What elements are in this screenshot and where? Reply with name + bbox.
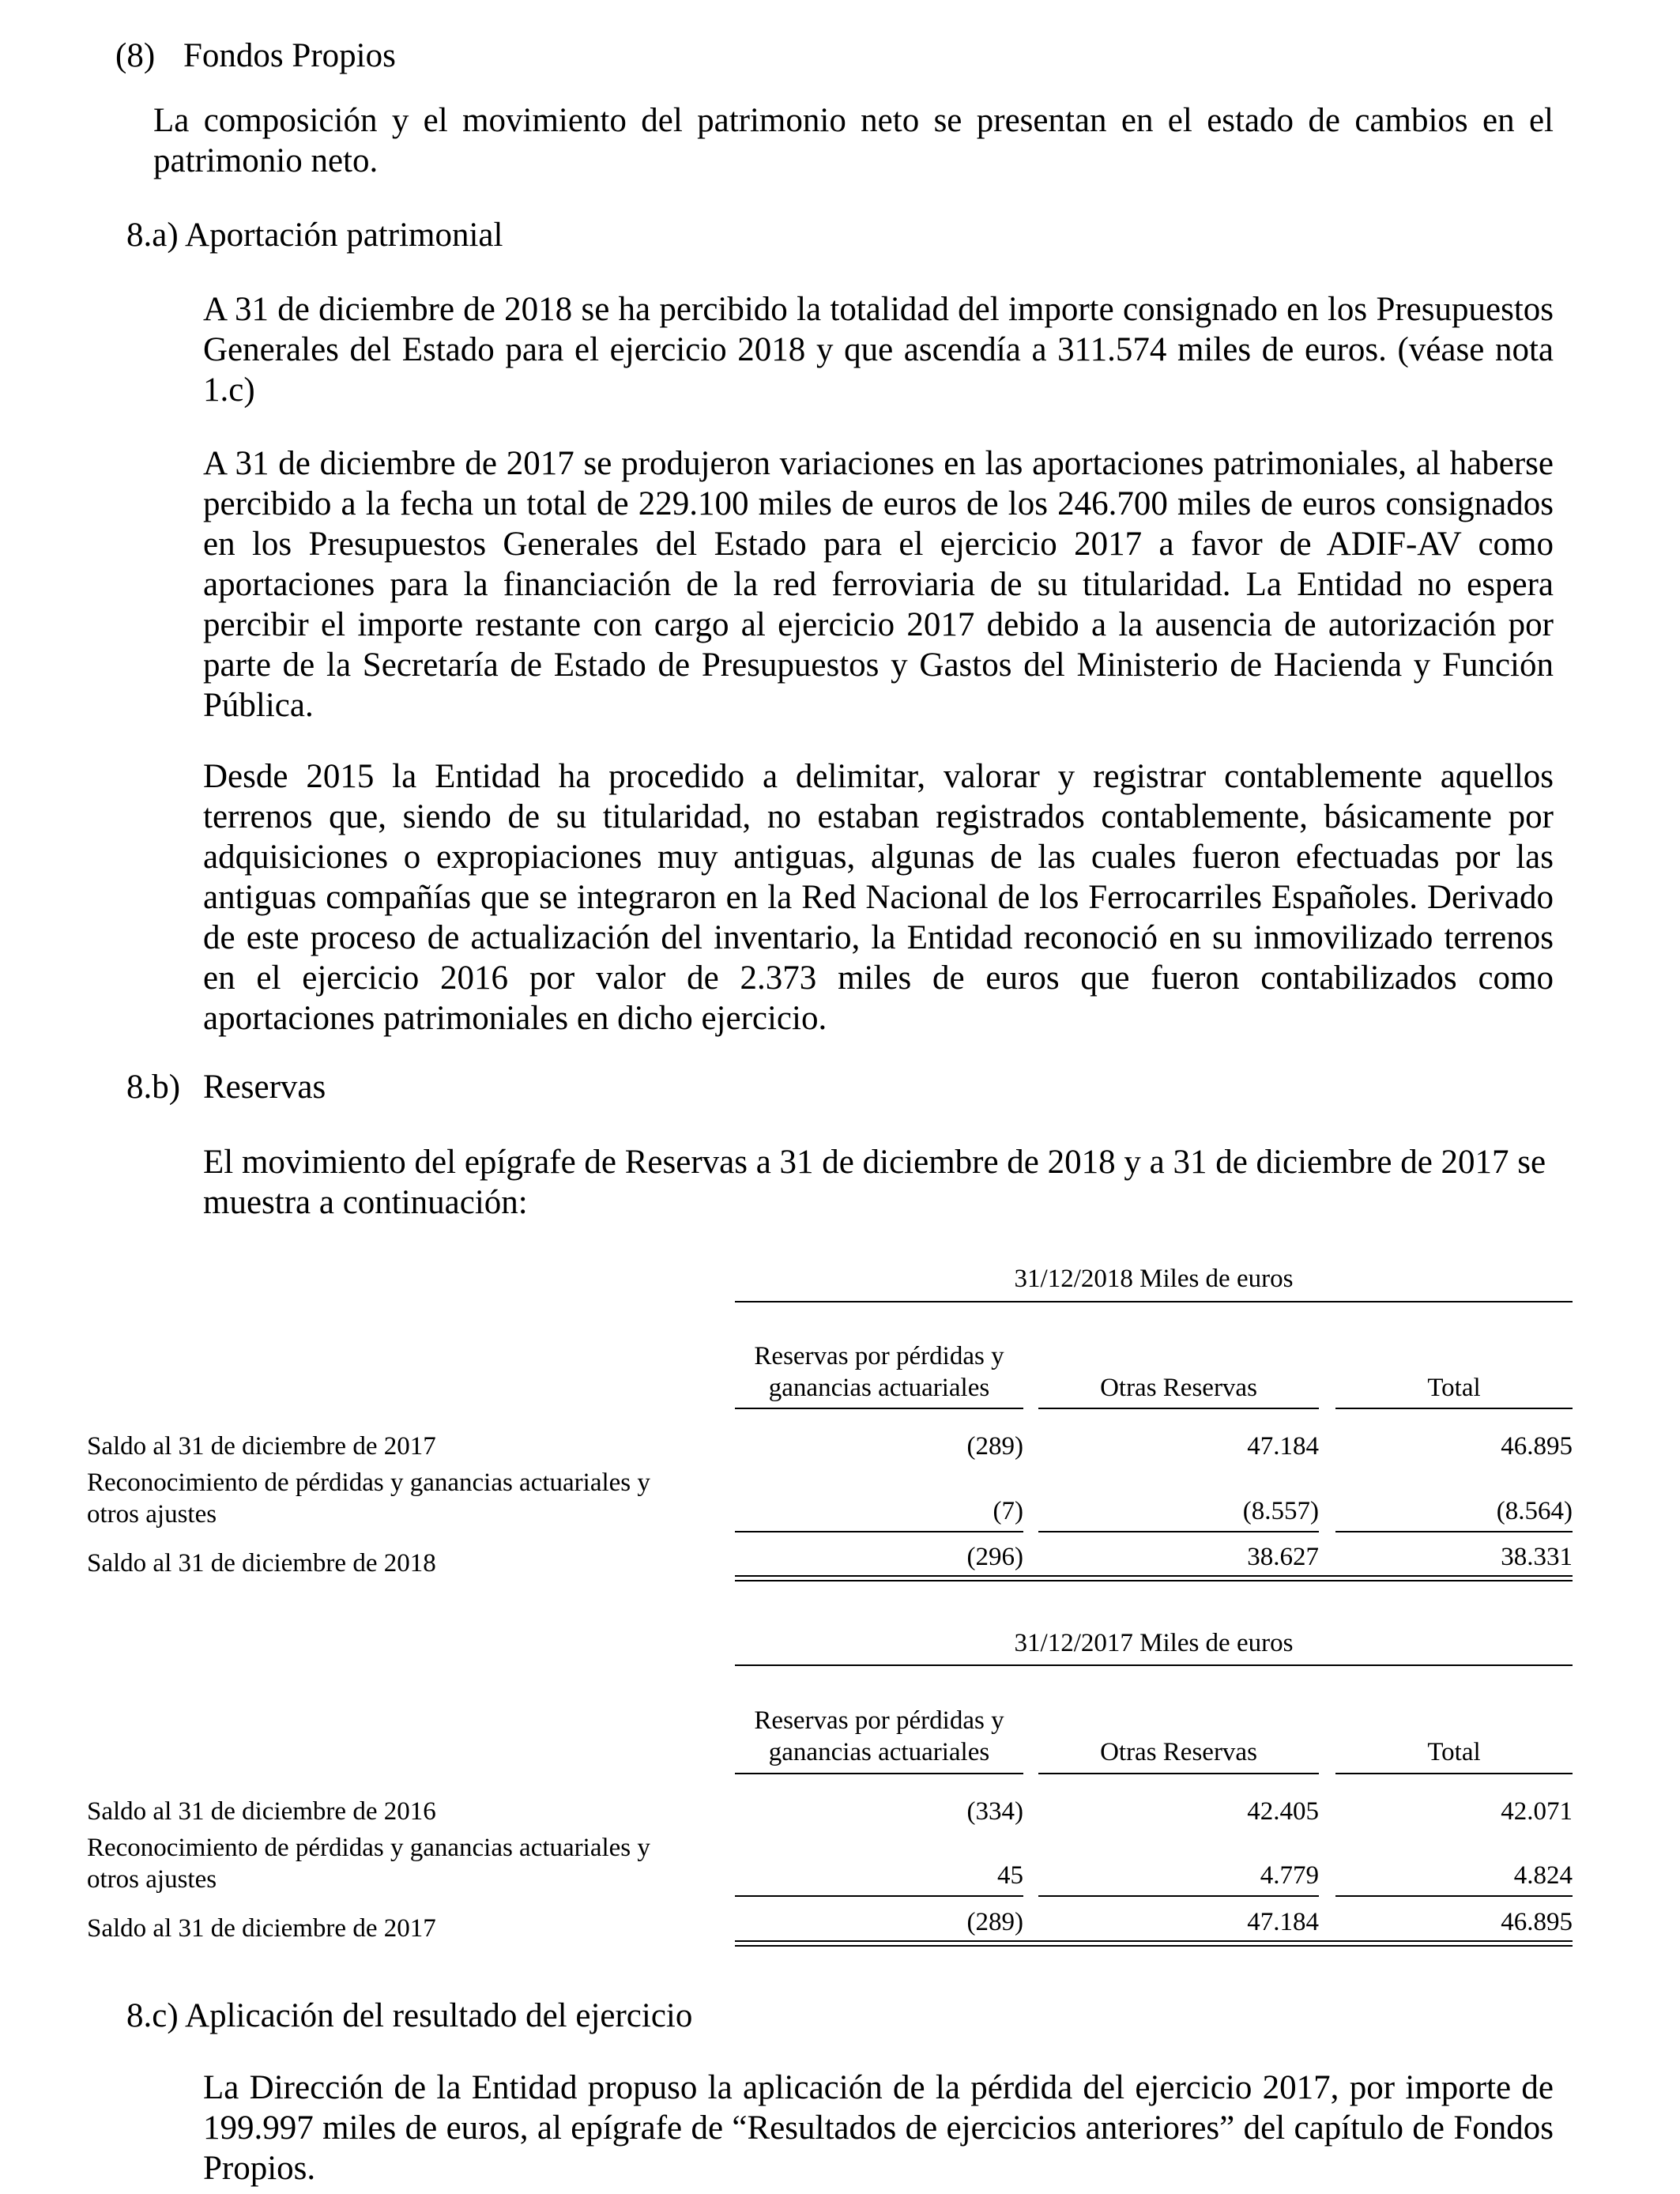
subsection-c-paragraph: La Dirección de la Entidad propuso la aplicación de la pérdida del ejercicio 2017, por importe de 199.997 miles de euros, al epígrafe de “Resultados de ejercicios anteriores” del capítulo de Fondos Propios. xyxy=(203,2069,1554,2187)
table-2017-header-rule-3 xyxy=(1335,1773,1573,1774)
table-2018-row-2-col3: (8.564) xyxy=(1496,1497,1573,1525)
table-2018-title: 31/12/2018 Miles de euros xyxy=(1014,1265,1294,1293)
table-2018-subtotal-rule-2 xyxy=(1038,1531,1319,1532)
table-2017-subtotal-rule-3 xyxy=(1335,1895,1573,1897)
table-2018-col2-header: Otras Reservas xyxy=(1100,1374,1257,1402)
table-2017-row-3-label: Saldo al 31 de diciembre de 2017 xyxy=(87,1914,436,1943)
table-2017-subtotal-rule-1 xyxy=(735,1895,1023,1897)
table-2017-title: 31/12/2017 Miles de euros xyxy=(1014,1629,1294,1657)
table-2017-row-1-col1: (334) xyxy=(966,1797,1023,1826)
table-2017-row-2-label-line2: otros ajustes xyxy=(87,1865,217,1894)
table-2018-row-3-col1: (296) xyxy=(966,1543,1023,1571)
subsection-a-paragraph-1: A 31 de diciembre de 2018 se ha percibido la totalidad del importe consignado en los Presupuestos Generales del Estado para el ejercicio 2018 y que ascendía a 311.574 miles de euros. (véase nota 1.c) xyxy=(203,291,1554,409)
table-2018-title-rule xyxy=(735,1301,1573,1302)
section-intro: La composición y el movimiento del patrimonio neto se presentan en el estado de cambios en el patrimonio neto. xyxy=(153,102,1554,179)
table-2018-row-2-col1: (7) xyxy=(993,1497,1023,1525)
subsection-a-paragraph-3: Desde 2015 la Entidad ha procedido a delimitar, valorar y registrar contablemente aquellos terrenos que, siendo de su titularidad, no estaban registrados contablemente, básicamente por adquisiciones o expropiaciones muy antiguas, algunas de las cuales fueron efectuadas por las antiguas compañías que se integraron en la Red Nacional de los Ferrocarriles Españoles. Derivado de este proceso de actualización del inventario, la Entidad reconoció en su inmovilizado terrenos en el ejercicio 2016 por valor de 2.373 miles de euros que fueron contabilizados como aportaciones patrimoniales en dicho ejercicio. xyxy=(203,758,1554,1037)
table-2017-col2-header: Otras Reservas xyxy=(1100,1738,1257,1766)
subsection-b-number: 8.b) xyxy=(126,1069,181,1106)
subsection-a-paragraph-2: A 31 de diciembre de 2017 se produjeron variaciones en las aportaciones patrimoniales, al haberse percibido a la fecha un total de 229.100 miles de euros de los 246.700 miles de euros consignados en los Presupuestos Generales del Estado para el ejercicio 2017 a favor de ADIF-AV como aportaciones para la financiación de la red ferroviaria de su titularidad. La Entidad no espera percibir el importe restante con cargo al ejercicio 2017 debido a la ausencia de autorización por parte de la Secretaría de Estado de Presupuestos y Gastos del Ministerio de Hacienda y Función Pública. xyxy=(203,445,1554,724)
table-2018-row-3-col2: 38.627 xyxy=(1247,1543,1319,1571)
table-2017-total-double-rule xyxy=(735,1940,1573,1947)
table-2017-row-1-col3: 42.071 xyxy=(1501,1797,1573,1826)
subsection-b-intro: El movimiento del epígrafe de Reservas a 31 de diciembre de 2018 y a 31 de diciembre de 2017 se muestra a continuación: xyxy=(203,1144,1546,1221)
table-2018-header-rule-3 xyxy=(1335,1408,1573,1409)
table-2017-row-1-label: Saldo al 31 de diciembre de 2016 xyxy=(87,1797,436,1826)
subsection-a-heading: 8.a) Aportación patrimonial xyxy=(126,217,503,254)
table-2017-row-1-col2: 42.405 xyxy=(1247,1797,1319,1826)
table-2018-col1-header-line2: ganancias actuariales xyxy=(768,1374,990,1402)
table-2018-row-1-col1: (289) xyxy=(966,1432,1023,1461)
table-2018-row-1-col2: 47.184 xyxy=(1247,1432,1319,1461)
table-2018-row-1-label: Saldo al 31 de diciembre de 2017 xyxy=(87,1432,436,1461)
table-2018-row-2-label-line2: otros ajustes xyxy=(87,1500,217,1529)
table-2018-header-rule-2 xyxy=(1038,1408,1319,1409)
table-2017-col1-header-line2: ganancias actuariales xyxy=(768,1738,990,1766)
table-2017-col1-header-line1: Reservas por pérdidas y xyxy=(754,1706,1004,1735)
table-2018-row-2-col2: (8.557) xyxy=(1242,1497,1319,1525)
subsection-b-title: Reservas xyxy=(203,1069,326,1106)
table-2018-col3-header: Total xyxy=(1427,1374,1481,1402)
table-2017-row-3-col2: 47.184 xyxy=(1247,1908,1319,1936)
table-2018-total-double-rule xyxy=(735,1575,1573,1581)
table-2018-row-1-col3: 46.895 xyxy=(1501,1432,1573,1461)
table-2018-row-3-col3: 38.331 xyxy=(1501,1543,1573,1571)
table-2017-row-2-col3: 4.824 xyxy=(1513,1861,1573,1890)
section-number: (8) xyxy=(115,37,156,74)
table-2017-title-rule xyxy=(735,1664,1573,1666)
table-2017-subtotal-rule-2 xyxy=(1038,1895,1319,1897)
table-2018-header-rule-1 xyxy=(735,1408,1023,1409)
table-2017-header-rule-2 xyxy=(1038,1773,1319,1774)
table-2017-col3-header: Total xyxy=(1427,1738,1481,1766)
table-2018-subtotal-rule-3 xyxy=(1335,1531,1573,1532)
table-2017-row-3-col1: (289) xyxy=(966,1908,1023,1936)
table-2018-row-2-label-line1: Reconocimiento de pérdidas y ganancias actuariales y xyxy=(87,1468,650,1497)
section-title: Fondos Propios xyxy=(183,37,396,74)
table-2017-row-2-label-line1: Reconocimiento de pérdidas y ganancias actuariales y xyxy=(87,1834,650,1862)
table-2017-row-2-col2: 4.779 xyxy=(1260,1861,1319,1890)
subsection-c-heading: 8.c) Aplicación del resultado del ejercicio xyxy=(126,1997,693,2034)
table-2018-subtotal-rule-1 xyxy=(735,1531,1023,1532)
table-2017-row-2-col1: 45 xyxy=(997,1861,1023,1890)
table-2017-row-3-col3: 46.895 xyxy=(1501,1908,1573,1936)
table-2018-row-3-label: Saldo al 31 de diciembre de 2018 xyxy=(87,1549,436,1578)
table-2017-header-rule-1 xyxy=(735,1773,1023,1774)
table-2018-col1-header-line1: Reservas por pérdidas y xyxy=(754,1342,1004,1370)
